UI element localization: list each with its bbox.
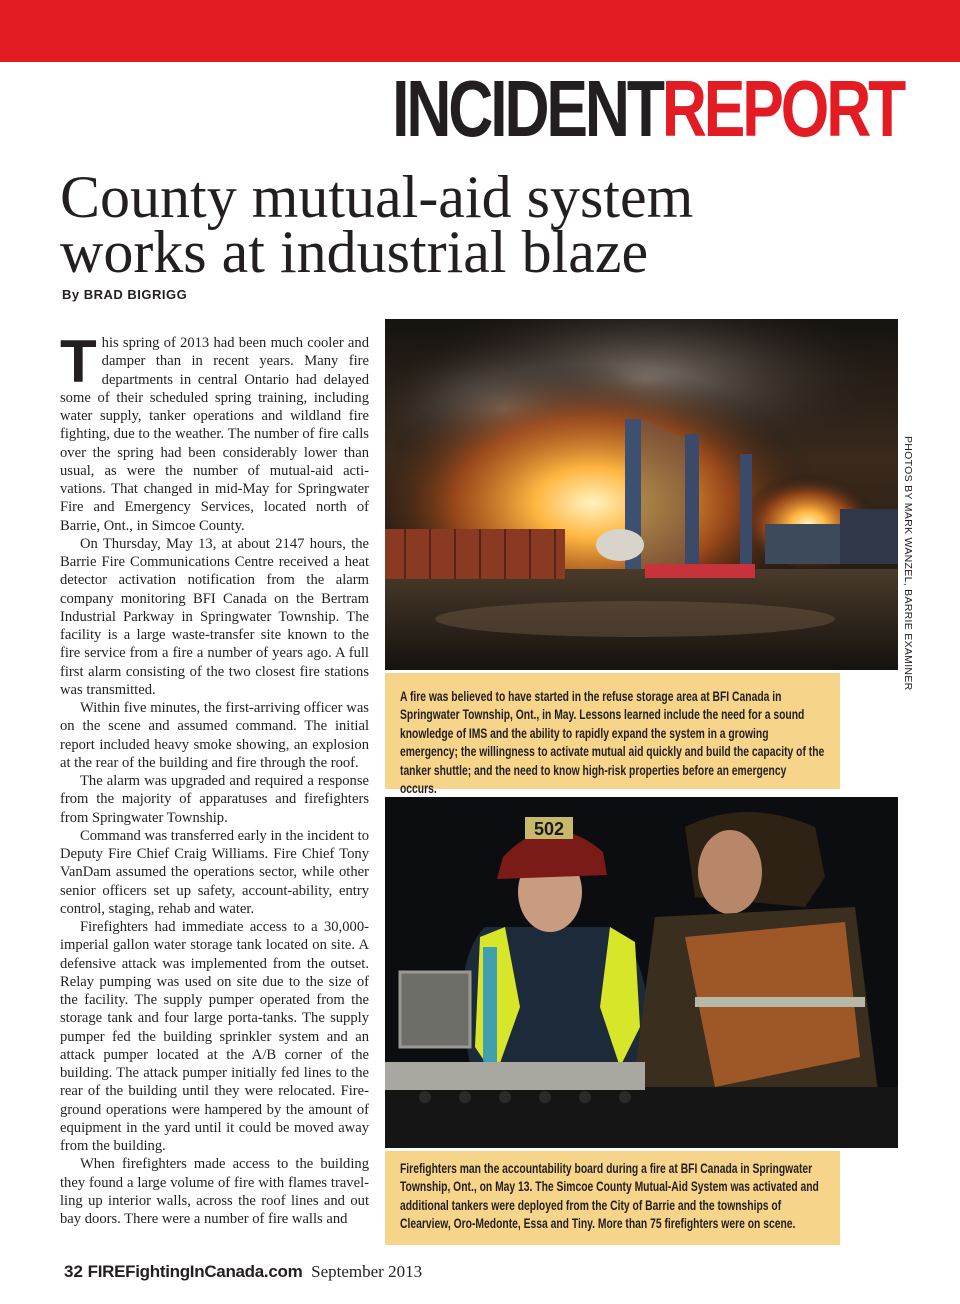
- page-number: 32: [64, 1262, 83, 1281]
- section-masthead: [391, 64, 903, 153]
- article-paragraph: On Thursday, May 13, at about 2147 hours, the Barrie Fire Communications Centre received a heat detector activation notification from the alarm company monitoring BFI Canada on the Bertram Industrial Parkway in Springwater Township. The facility is a large waste-transfer site known to the fire service from a fire a number of years ago. A full first alarm consisting of the two closest fire stations was transmitted.: [60, 535, 369, 698]
- masthead-report: REPORT: [661, 64, 903, 153]
- article-paragraph: This spring of 2013 had been much cooler and damper than in recent years. Many fire departments in central Ontario had delayed some of their scheduled spring training, including water supply, tanker operations and wildland fire fighting, due to the weather. The number of fire calls over the spring had been considerably lower than usual, as were the number of mutual-aid acti-vations. That changed in mid-May for Springwater Fire and Emergency Services, located north of Barrie, Ont., in Simcoe County.: [60, 334, 369, 534]
- article-paragraph: The alarm was upgraded and required a response from the majority of apparatuses and firefighters from Springwater Township.: [60, 773, 369, 826]
- helmet-number: 502: [533, 819, 565, 839]
- top-color-bar: [0, 0, 960, 62]
- page-footer: [64, 1262, 422, 1282]
- article-headline: County mutual-aid system works at industrial blaze: [60, 164, 694, 285]
- fire-scene-photo: [385, 319, 898, 670]
- photo-caption: [385, 673, 840, 797]
- article-paragraph: Firefighters had immediate access to a 30,000-imperial gallon water storage tank located on site. A defensive attack was implemented from the outset. Relay pumping was used on site due to the size of the facility. The supply pumper operated from the storage tank and four large porta-tanks. The supply pumper fed the building sprinkler system and an attack pumper located at the A/B corner of the building. The attack pumper initially fed lines to the rear of the building until they were relocated. Fire-ground operations were hampered by the amount of equipment in the yard until it could be moved away from the building.: [60, 919, 369, 1154]
- photo-credit: PHOTOS BY MARK WANZEL, BARRIE EXAMINER: [902, 436, 914, 691]
- firefighters-photo: [385, 797, 898, 1148]
- byline: By BRAD BIGRIGG: [62, 287, 188, 302]
- article-paragraph: When firefighters made access to the building they found a large volume of fire with flames travel-ling up interior walls, across the roof lines and out bay doors. There were a number of fire walls and: [60, 1156, 369, 1227]
- drop-cap: T: [60, 334, 97, 395]
- photo-caption-text: Firefighters man the accountability board during a fire at BFI Canada in Springwater Township, Ont., on May 13. The Simcoe County Mutual-Aid System was activated and additional tankers were deployed from the City of Barrie and the townships of Clearview, Oro-Medonte, Essa and Tiny. More than 75 firefighters were on scene.: [400, 1161, 819, 1232]
- photo-caption-text: A fire was believed to have started in the refuse storage area at BFI Canada in Springwater Township, Ont., in May. Lessons learned include the need for a sound knowledge of IMS and the ability to rapidly expand the system in a growing emergency; the willingness to activate mutual aid quickly and build the capacity of the tanker shuttle; and the need to know high-risk properties before an emergency occurs.: [400, 689, 825, 797]
- issue-date: September 2013: [311, 1262, 423, 1281]
- article-body: [60, 334, 369, 1248]
- masthead-incident: INCIDENT: [391, 64, 662, 153]
- site-link[interactable]: FIREFightingInCanada.com: [87, 1262, 303, 1281]
- photo-caption: [385, 1151, 840, 1245]
- article-paragraph: Command was transferred early in the incident to Deputy Fire Chief Craig Williams. Fire Chief Tony VanDam assumed the operations sector, while other senior officers set up safety, account-ability, entry control, staging, rehab and water.: [60, 827, 369, 917]
- article-paragraph: Within five minutes, the first-arriving officer was on the scene and assumed command. The initial report included heavy smoke showing, an explosion at the rear of the building and fire through the roof.: [60, 700, 369, 771]
